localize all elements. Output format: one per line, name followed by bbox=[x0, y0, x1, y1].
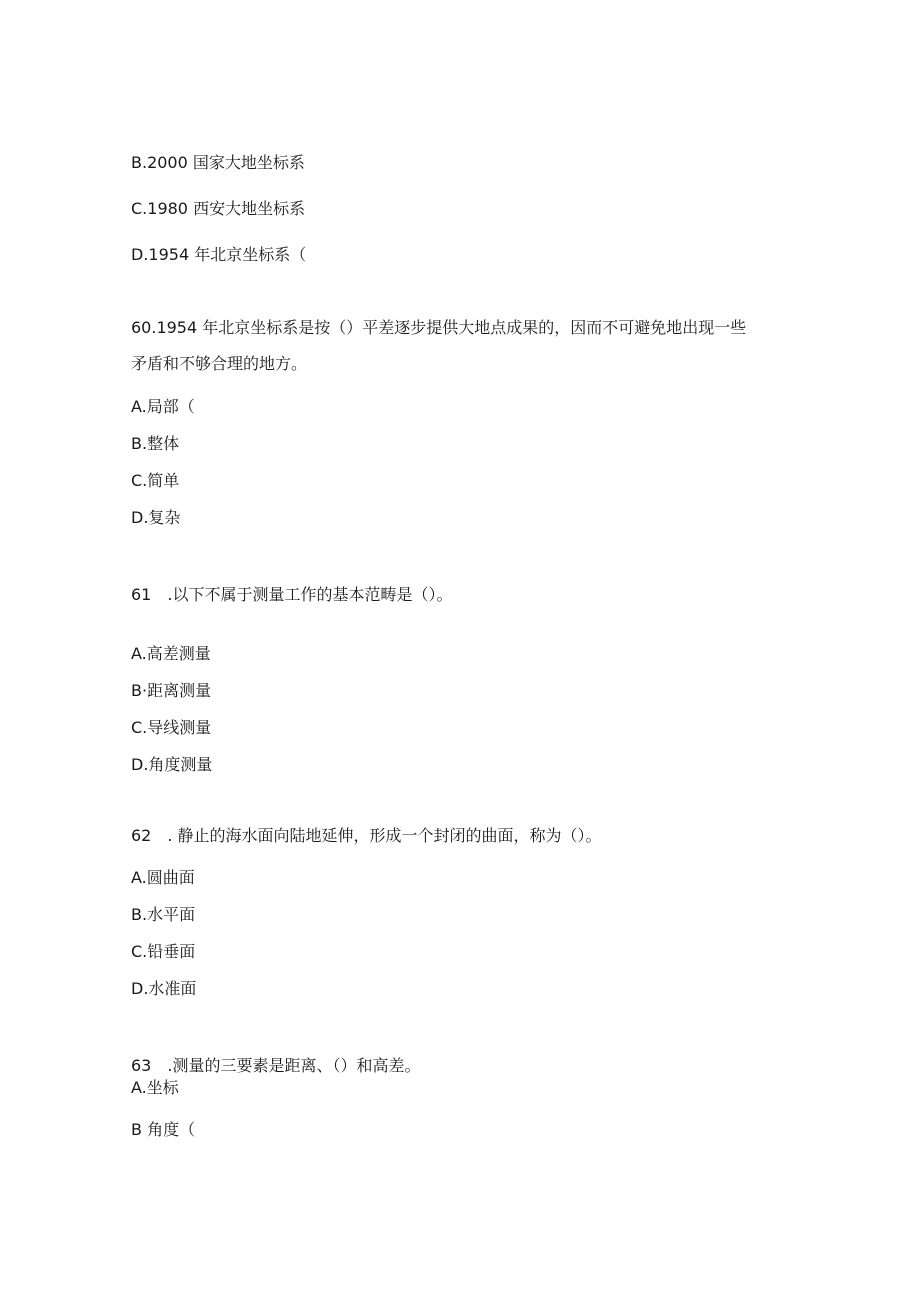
q62-option-a: A.圆曲面 bbox=[131, 868, 195, 887]
q60-option-b: B.整体 bbox=[131, 434, 180, 453]
q60-option-d: D.复杂 bbox=[131, 508, 181, 527]
q59-option-d: D.1954 年北京坐标系（ bbox=[131, 245, 307, 264]
q63-option-a: A.坐标 bbox=[131, 1078, 179, 1097]
q63-option-b: B 角度（ bbox=[131, 1120, 196, 1139]
q61-option-c: C.导线测量 bbox=[131, 718, 212, 737]
q63-stem: 63 .测量的三要素是距离、（）和高差。 bbox=[131, 1056, 421, 1075]
q60-stem-line1: 60.1954 年北京坐标系是按（）平差逐步提供大地点成果的，因而不可避免地出现一些 bbox=[131, 318, 747, 337]
q61-option-b: B·距离测量 bbox=[131, 681, 212, 700]
q59-option-b: B.2000 国家大地坐标系 bbox=[131, 153, 305, 172]
q60-stem-line2: 矛盾和不够合理的地方。 bbox=[131, 354, 308, 373]
q62-option-b: B.水平面 bbox=[131, 905, 196, 924]
q59-option-c: C.1980 西安大地坐标系 bbox=[131, 199, 306, 218]
q60-option-a: A.局部（ bbox=[131, 397, 195, 416]
q62-stem: 62 . 静止的海水面向陆地延伸，形成一个封闭的曲面，称为（）。 bbox=[131, 826, 602, 845]
q60-option-c: C.简单 bbox=[131, 471, 180, 490]
q61-option-d: D.角度测量 bbox=[131, 755, 213, 774]
q61-option-a: A.高差测量 bbox=[131, 644, 211, 663]
q61-stem: 61 .以下不属于测量工作的基本范畴是（）。 bbox=[131, 585, 453, 604]
q62-option-d: D.水准面 bbox=[131, 979, 197, 998]
q62-option-c: C.铅垂面 bbox=[131, 942, 196, 961]
